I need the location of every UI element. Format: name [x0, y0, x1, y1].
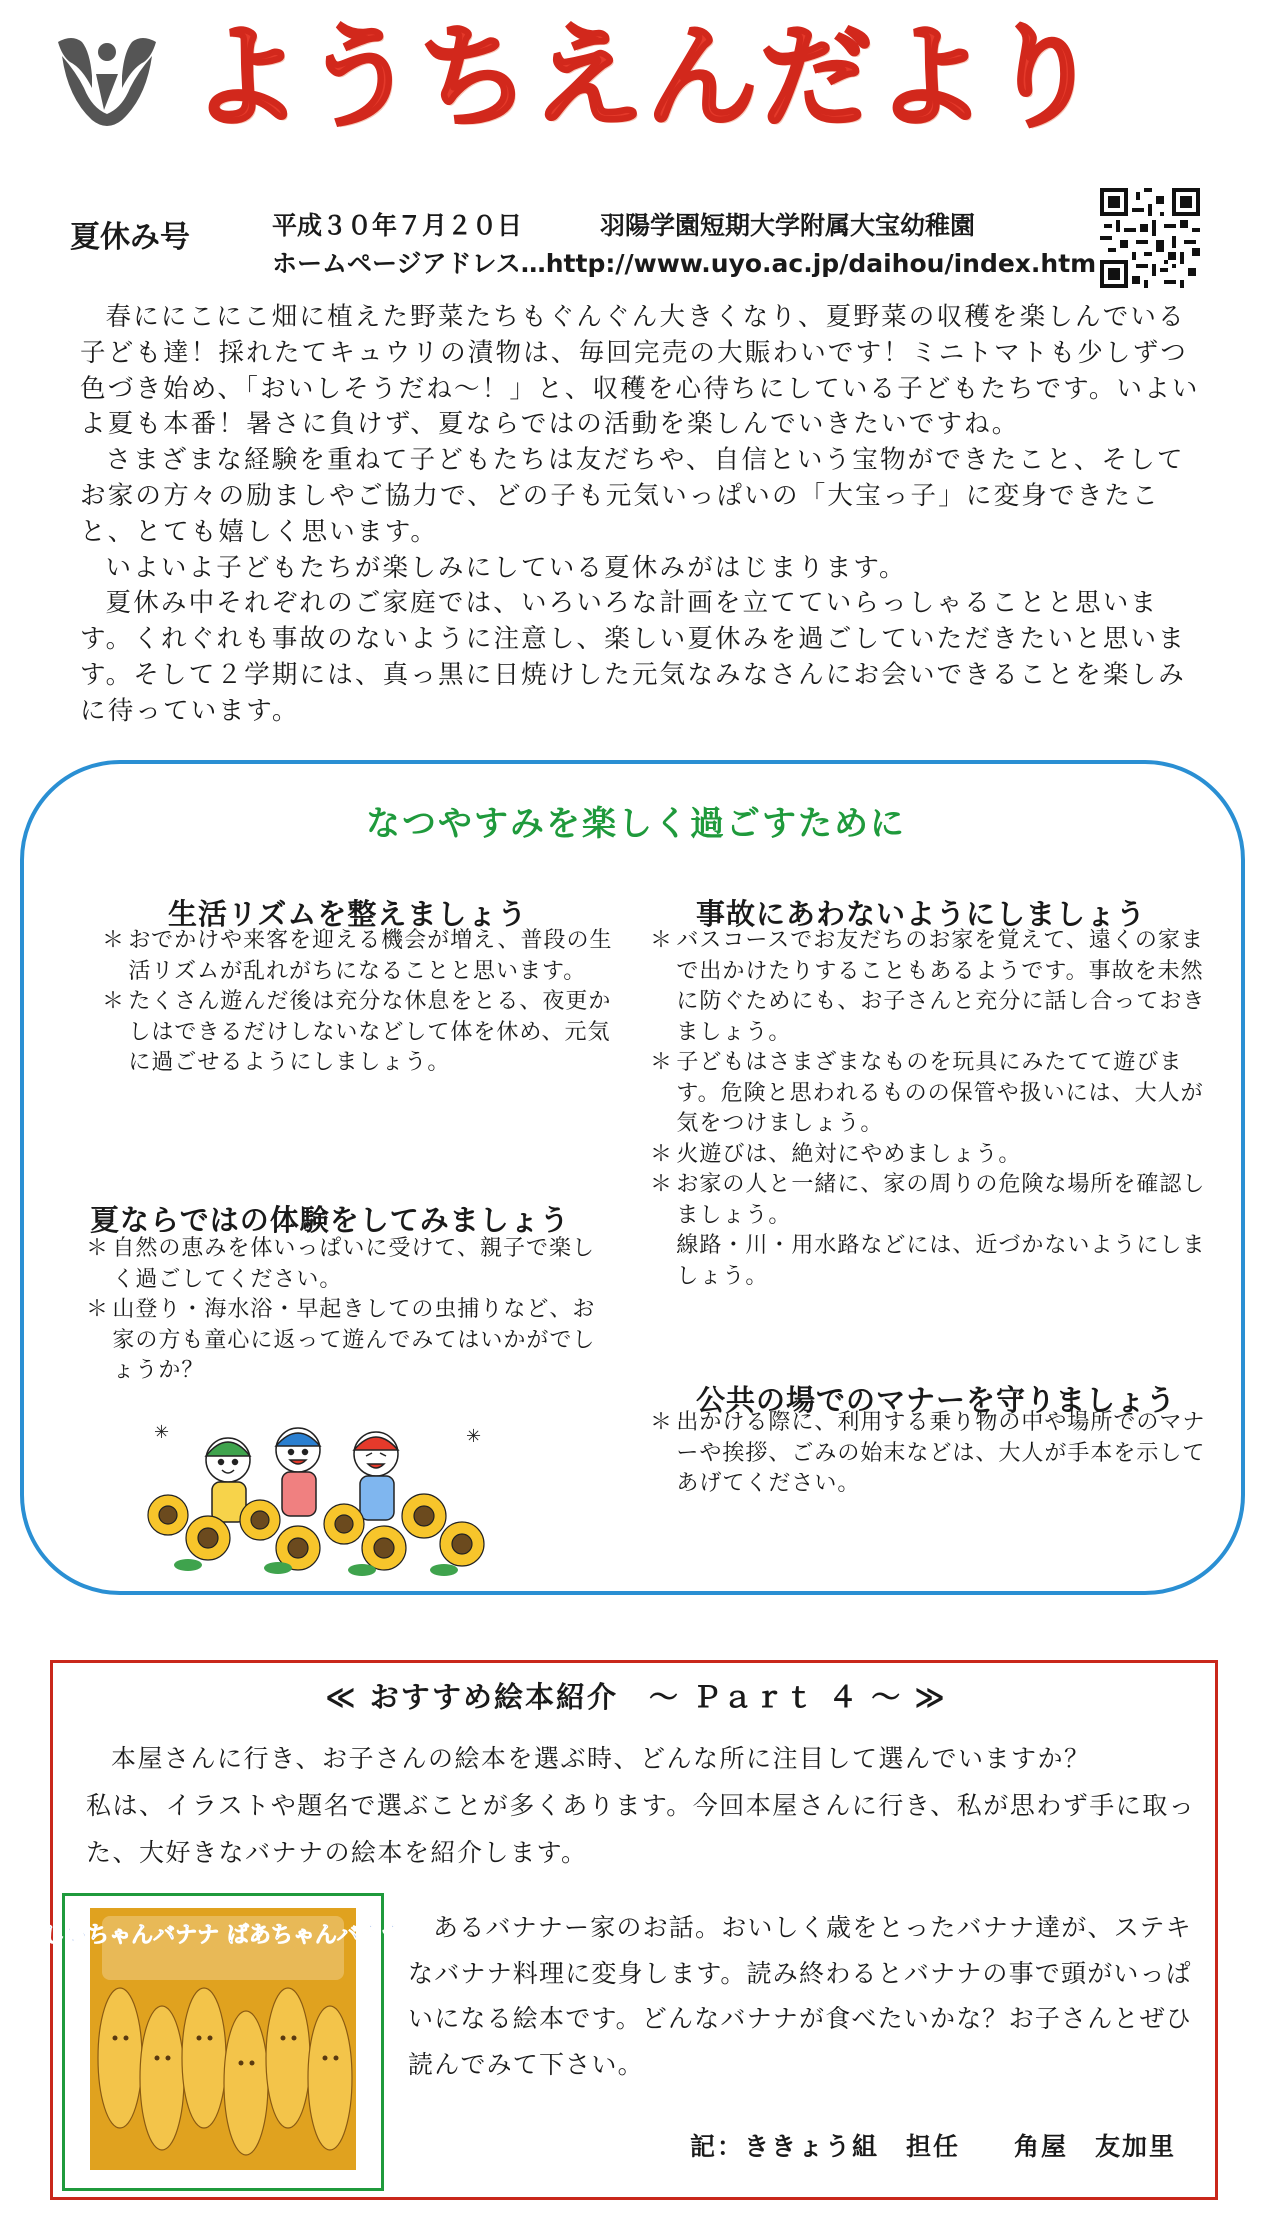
homepage-address[interactable]: ホームページアドレス…http://www.uyo.ac.jp/daihou/index.htm [272, 249, 1097, 278]
book-cover [43, 1908, 403, 2170]
qr-code[interactable] [1100, 188, 1200, 288]
logo-emblem [52, 28, 162, 138]
list-item: ＊ 山登り・海水浴・早起きしての虫捕りなど、お家の方も童心に返って遊んでみてはいかがでしょうか？ [86, 1297, 596, 1383]
newsletter-title: ようちえんだより [190, 13, 1102, 143]
list-item: ＊ お家の人と一緒に、家の周りの危険な場所を確認しましょう。 [650, 1172, 1206, 1228]
book-intro-paragraph: 私は、イラストや題名で選ぶことが多くあります。今回本屋さんに行き、私が思わず手に取った、大好きなバナナの絵本を紹介します。 [86, 1791, 1196, 1867]
section-heading-experience: 夏ならではの体験をしてみましょう [90, 1203, 570, 1237]
list-item: ＊ たくさん遊んだ後は充分な休息をとる、夜更かしはできるだけしないなどして体を休め、元気に過ごせるようにしましょう。 [102, 989, 612, 1075]
intro-text [80, 300, 1200, 730]
svg-text:✳: ✳ [466, 1426, 482, 1447]
list-item: ＊ おでかけや来客を迎える機会が増え、普段の生活リズムが乱れがちになることと思います。 [102, 928, 613, 984]
intro-paragraph: 夏休み中それぞれのご家庭では、いろいろな計画を立てていらっしゃることと思います。くれぐれも事故のないように注意し、楽しい夏休みを過ごしていただきたいと思います。そして２学期には、真っ黒に日焼けした元気なみなさんにお会いできることを楽しみに待っています。 [80, 588, 1186, 726]
book-cover-title: じいちゃんバナナ ばあちゃんバナナ [43, 1923, 403, 1948]
svg-text:✳: ✳ [154, 1422, 170, 1443]
intro-paragraph: いよいよ子どもたちが楽しみにしている夏休みがはじまります。 [105, 552, 907, 583]
list-item-note: 線路・川・用水路などには、近づかないようにしましょう。 [676, 1233, 1206, 1289]
issue-label: 夏休み号 [70, 220, 190, 255]
list-item: ＊ バスコースでお友だちのお家を覚えて、遠くの家まで出かけたりすることもあるようです。事故を未然に防ぐためにも、お子さんと充分に話し合っておきましょう。 [650, 928, 1206, 1045]
book-description-text: あるバナナー家のお話。おいしく歳をとったバナナ達が、ステキなバナナ料理に変身します。読み終わるとバナナの事で頭がいっぱいになる絵本です。どんなバナナが食べたいかな？お子さんとぜひ読んでみて下さい。 [408, 1913, 1193, 2079]
list-item: ＊ 出かける際に、利用する乗り物の中や場所でのマナーや挨拶、ごみの始末などは、大人が手本を示してあげてください。 [650, 1410, 1206, 1496]
section-heading-rhythm: 生活リズムを整えましょう [168, 897, 528, 931]
book-description [408, 1905, 1193, 2087]
section-heading-safety: 事故にあわないようにしましょう [696, 897, 1147, 931]
section-body-manners [650, 1408, 1210, 1500]
tips-title: なつやすみを楽しく過ごすために [366, 804, 906, 844]
author-signature: 記：ききょう組 担任 角屋 友加里 [690, 2132, 1177, 2161]
section-body-safety [650, 926, 1210, 1292]
school-name: 羽陽学園短期大学附属大宝幼稚園 [600, 211, 976, 240]
list-item: ＊ 火遊びは、絶対にやめましょう。 [650, 1141, 1022, 1167]
book-section-title: ≪ おすすめ絵本紹介 ～ Ｐａｒｔ ４ ～ ≫ [325, 1680, 947, 1714]
intro-paragraph: さまざまな経験を重ねて子どもたちは友だちや、自信という宝物ができたこと、そしてお家の方々の励ましやご協力で、どの子も元気いっぱいの「大宝っ子」に変身できたこと、とても嬉しく思います。 [80, 445, 1185, 547]
issue-date: 平成３０年７月２０日 [272, 211, 523, 240]
list-item: ＊ 子どもはさまざまなものを玩具にみたてて遊びます。危険と思われるものの保管や扱いには、大人が気をつけましょう。 [650, 1050, 1204, 1136]
list-item: ＊ 自然の恵みを体いっぱいに受けて、親子で楽しく過ごしてください。 [86, 1236, 595, 1292]
kids-sunflowers-illustration [148, 1420, 498, 1578]
section-body-experience [86, 1234, 616, 1387]
section-body-rhythm [102, 926, 617, 1079]
book-intro-paragraph: 本屋さんに行き、お子さんの絵本を選ぶ時、どんな所に注目して選んでいますか？ [111, 1744, 1091, 1773]
book-intro-text [86, 1735, 1196, 1876]
intro-paragraph: 春ににこにこ畑に植えた野菜たちもぐんぐん大きくなり、夏野菜の収穫を楽しんでいる子ども達！採れたてキュウリの漬物は、毎回完売の大賑わいです！ミニトマトも少しずつ色づき始め、「おいしそうだね～！」と、収穫を心待ちにしている子どもたちです。いよいよ夏も本番！暑さに負けず、夏ならではの活動を楽しんでいきたいですね。 [80, 302, 1200, 440]
section-heading-manners: 公共の場でのマナーを守りましょう [696, 1383, 1177, 1417]
